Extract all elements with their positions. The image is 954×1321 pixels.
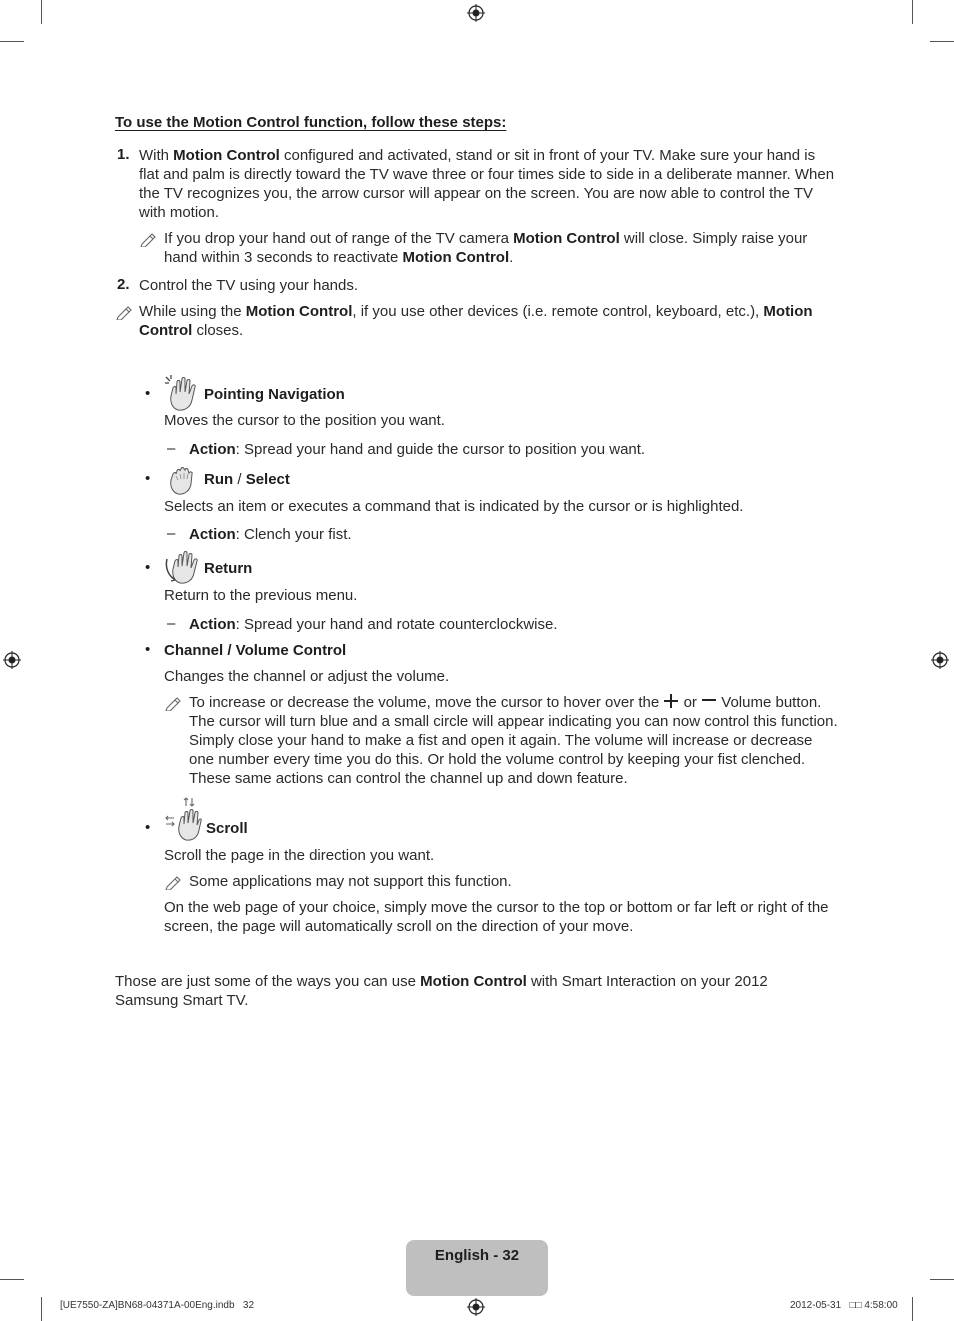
crop-mark bbox=[0, 41, 24, 42]
closing-text-part: Those are just some of the ways you can use bbox=[115, 973, 421, 990]
step-text: Control the TV using your hands. bbox=[139, 277, 359, 294]
closing-text-part: with Smart Interaction on your 2012 Samsung Smart TV. bbox=[115, 973, 768, 1009]
gesture-title-text: Run bbox=[204, 471, 234, 488]
note-text-part: or bbox=[683, 694, 697, 711]
hand-grab-icon bbox=[166, 462, 200, 496]
gesture-title bbox=[204, 559, 252, 578]
bullet: • bbox=[145, 641, 151, 658]
gesture-title-text: Select bbox=[245, 471, 290, 488]
registration-mark-icon bbox=[931, 651, 949, 669]
note-text-part: If you drop your hand out of range of the TV camera bbox=[164, 230, 514, 247]
bullet: • bbox=[145, 559, 151, 576]
note-pencil-icon bbox=[165, 874, 183, 890]
bullet: • bbox=[145, 819, 151, 836]
scroll-note: Some applications may not support this function. bbox=[189, 873, 512, 890]
crop-mark bbox=[41, 1297, 42, 1321]
action-label: Action bbox=[189, 526, 236, 543]
step-text bbox=[139, 146, 839, 222]
note-text-bold: Motion Control bbox=[139, 303, 813, 339]
gesture-title-text: Scroll bbox=[206, 820, 248, 837]
note-text-part: Volume button. The cursor will turn blue and a small circle will appear indicating you can now control this function. Simply close your hand to make a fist and open it again. The volume will increase or decrease one number every time you do this. Or hold the volume control by keeping your fist clenched. These same actions can control the channel up and down feature. bbox=[189, 694, 838, 787]
gesture-title-text: Channel / Volume Control bbox=[164, 642, 347, 659]
action-label: Action bbox=[189, 616, 236, 633]
note-text-part: closes. bbox=[192, 322, 244, 339]
note-text-bold: Motion Control bbox=[402, 249, 510, 266]
step-note bbox=[164, 229, 840, 267]
gesture-description: Return to the previous menu. bbox=[164, 587, 358, 604]
note-text-part: . bbox=[509, 249, 514, 266]
scroll-extra: On the web page of your choice, simply move the cursor to the top or bottom or far left or right of the screen, the page will automatically scroll on the direction of your move. bbox=[164, 899, 829, 935]
section-heading: To use the Motion Control function, follow these steps: bbox=[115, 114, 507, 131]
note-pencil-icon bbox=[116, 304, 134, 320]
plus-icon bbox=[663, 694, 679, 708]
step-number: 1. bbox=[117, 146, 130, 163]
action-text: : Spread your hand and guide the cursor to position you want. bbox=[235, 441, 646, 458]
gesture-title-text: Pointing Navigation bbox=[204, 386, 345, 403]
gesture-action bbox=[189, 615, 558, 634]
gesture-title-text: Return bbox=[204, 560, 253, 577]
gesture-description: Selects an item or executes a command that is indicated by the cursor or is highlighted. bbox=[164, 498, 744, 515]
note-text-part: While using the bbox=[139, 303, 246, 320]
gesture-title bbox=[164, 641, 346, 660]
step-number: 2. bbox=[117, 276, 130, 293]
note-text-bold: Motion Control bbox=[513, 230, 620, 247]
dash: – bbox=[167, 440, 176, 457]
closing-text-bold: Motion Control bbox=[420, 973, 527, 990]
bullet: • bbox=[145, 385, 151, 402]
crop-mark bbox=[930, 1279, 954, 1280]
crop-mark bbox=[0, 1279, 24, 1280]
registration-mark-icon bbox=[467, 4, 485, 22]
gesture-description: Moves the cursor to the position you want. bbox=[164, 412, 445, 429]
registration-mark-icon bbox=[467, 1298, 485, 1316]
crop-mark bbox=[930, 41, 954, 42]
note-text-part: To increase or decrease the volume, move the cursor to hover over the bbox=[189, 694, 660, 711]
gesture-title bbox=[204, 385, 345, 404]
gesture-title bbox=[204, 470, 290, 489]
gesture-action bbox=[189, 440, 645, 459]
gesture-description: Scroll the page in the direction you want. bbox=[164, 847, 435, 864]
note-pencil-icon bbox=[140, 231, 158, 247]
step-text-part: configured and activated, stand or sit in front of your TV. Make sure your hand is flat and palm is directly toward the TV wave three or four times side to side in a deliberate manner. When the TV recognizes you, the arrow cursor will appear on the screen. You are now able to control the TV with motion. bbox=[139, 147, 835, 221]
volume-note bbox=[189, 693, 839, 788]
minus-icon bbox=[701, 694, 717, 708]
note-text-bold: Motion Control bbox=[245, 303, 353, 320]
note-text-part: , if you use other devices (i.e. remote control, keyboard, etc.), bbox=[352, 303, 764, 320]
dash: – bbox=[167, 525, 176, 542]
hand-wave-icon bbox=[164, 374, 202, 412]
registration-mark-icon bbox=[3, 651, 21, 669]
bullet: • bbox=[145, 470, 151, 487]
note-text-part: will close. Simply raise your hand within 3 seconds to reactivate bbox=[164, 230, 808, 266]
gesture-action bbox=[189, 525, 352, 544]
title-separator: / bbox=[233, 471, 246, 488]
dash: – bbox=[167, 615, 176, 632]
action-label: Action bbox=[189, 441, 236, 458]
hand-scroll-icon bbox=[164, 796, 204, 842]
print-slug-left: [UE7550-ZA]BN68-04371A-00Eng.indb 32 bbox=[60, 1300, 255, 1311]
note-pencil-icon bbox=[165, 695, 183, 711]
step-text-bold: Motion Control bbox=[173, 147, 280, 164]
hand-rotate-icon bbox=[164, 549, 202, 585]
print-slug-right: 2012-05-31 □□ 4:58:00 bbox=[790, 1300, 898, 1311]
action-text: : Clench your fist. bbox=[235, 526, 352, 543]
general-note bbox=[139, 302, 839, 340]
crop-mark bbox=[912, 1297, 913, 1321]
gesture-title bbox=[206, 819, 248, 838]
crop-mark bbox=[912, 0, 913, 24]
closing-paragraph bbox=[115, 972, 815, 1010]
gesture-description: Changes the channel or adjust the volume. bbox=[164, 668, 450, 685]
page-number-label: English - 32 bbox=[434, 1247, 520, 1264]
crop-mark bbox=[41, 0, 42, 24]
action-text: : Spread your hand and rotate counterclockwise. bbox=[235, 616, 558, 633]
step-text-part: With bbox=[139, 147, 174, 164]
